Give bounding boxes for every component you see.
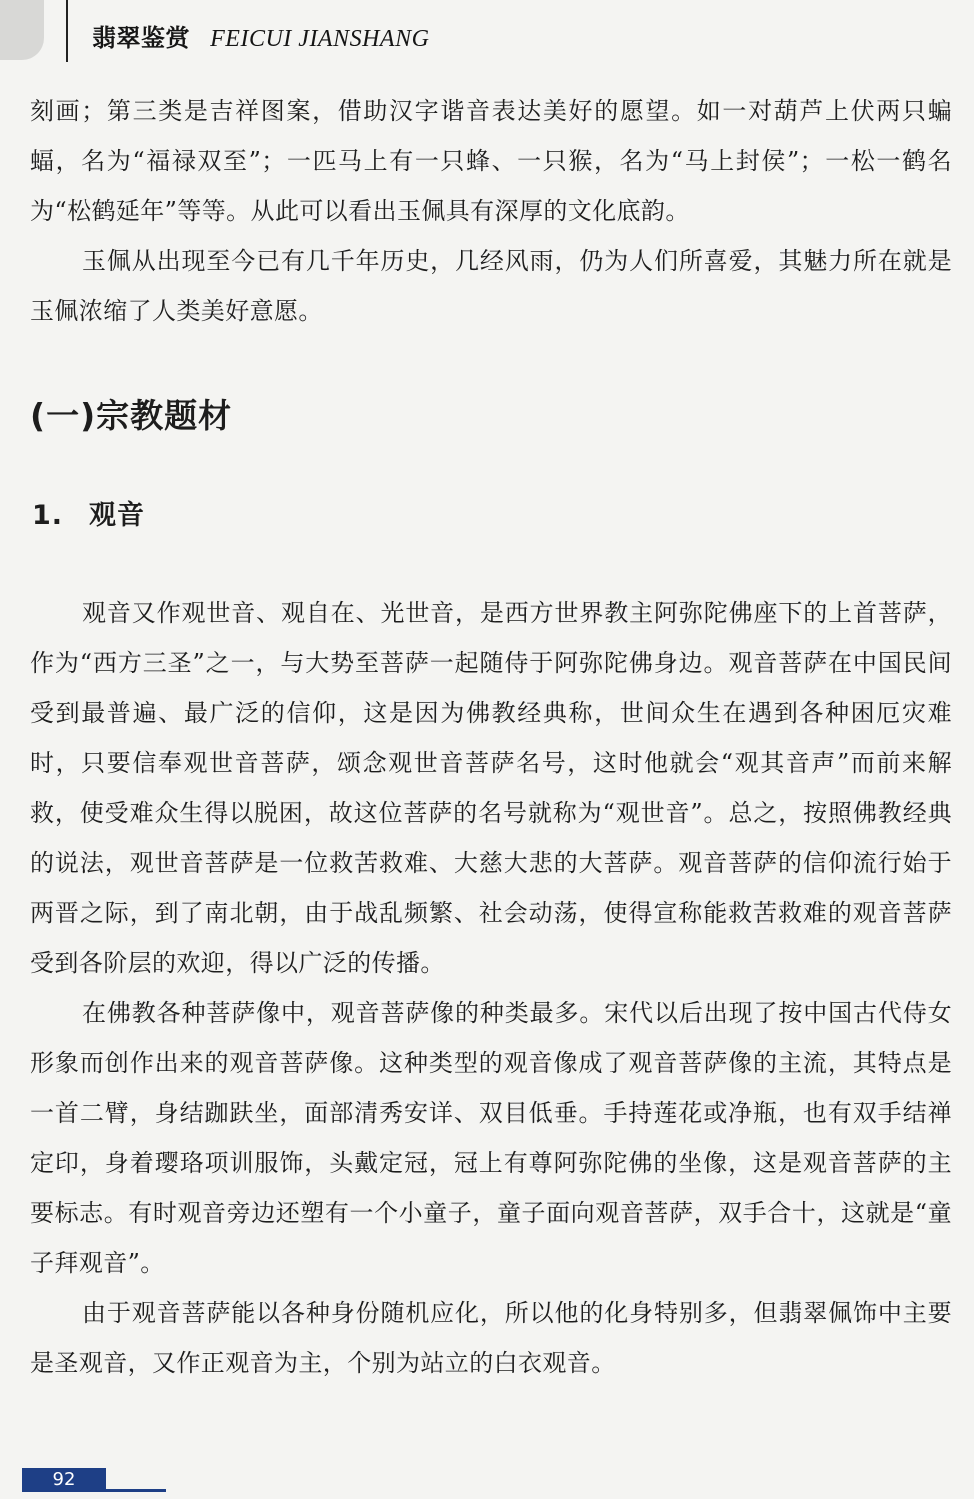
body-paragraph: 由于观音菩萨能以各种身份随机应化，所以他的化身特别多，但翡翠佩饰中主要是圣观音，又作正观音为主，个别为站立的白衣观音。 bbox=[30, 1299, 952, 1377]
running-header-en: FEICUI JIANSHANG bbox=[210, 26, 430, 52]
body-paragraph: 在佛教各种菩萨像中，观音菩萨像的种类最多。宋代以后出现了按中国古代侍女形象而创作出来的观音菩萨像。这种类型的观音像成了观音菩萨像的主流，其特点是一首二臂，身结跏趺坐，面部清秀安详、双目低垂。手持莲花或净瓶，也有双手结禅定印，身着璎珞项训服饰，头戴定冠，冠上有尊阿弥陀佛的坐像，这是观音菩萨的主要标志。有时观音旁边还塑有一个小童子，童子面向观音菩萨，双手合十，这就是“童子拜观音”。 bbox=[30, 999, 952, 1277]
subsection-number: 1. bbox=[32, 500, 64, 531]
page-number-rule bbox=[106, 1489, 166, 1492]
body-block bbox=[30, 588, 952, 1388]
running-header-cn: 翡翠鉴赏 bbox=[92, 23, 190, 52]
intro-paragraph: 刻画；第三类是吉祥图案，借助汉字谐音表达美好的愿望。如一对葫芦上伏两只蝙蝠，名为“福禄双至”；一匹马上有一只蜂、一只猴，名为“马上封侯”；一松一鹤名为“松鹤延年”等等。从此可以看出玉佩具有深厚的文化底韵。 bbox=[30, 97, 952, 225]
corner-decoration bbox=[0, 0, 44, 60]
header-divider bbox=[66, 0, 68, 62]
intro-paragraph: 玉佩从出现至今已有几千年历史，几经风雨，仍为人们所喜爱，其魅力所在就是玉佩浓缩了人类美好意愿。 bbox=[30, 247, 952, 325]
intro-block bbox=[30, 86, 952, 336]
page-number-badge bbox=[22, 1468, 106, 1492]
section-heading: (一)宗教题材 bbox=[30, 396, 233, 435]
subsection-title: 观音 bbox=[89, 500, 146, 531]
page-number: 92 bbox=[52, 1469, 76, 1490]
running-header bbox=[92, 18, 429, 53]
body-paragraph: 观音又作观世音、观自在、光世音，是西方世界教主阿弥陀佛座下的上首菩萨，作为“西方三圣”之一，与大势至菩萨一起随侍于阿弥陀佛身边。观音菩萨在中国民间受到最普遍、最广泛的信仰，这是因为佛教经典称，世间众生在遇到各种困厄灾难时，只要信奉观世音菩萨，颂念观世音菩萨名号，这时他就会“观其音声”而前来解救，使受难众生得以脱困，故这位菩萨的名号就称为“观世音”。总之，按照佛教经典的说法，观世音菩萨是一位救苦救难、大慈大悲的大菩萨。观音菩萨的信仰流行始于两晋之际，到了南北朝，由于战乱频繁、社会动荡，使得宣称能救苦救难的观音菩萨受到各阶层的欢迎，得以广泛的传播。 bbox=[30, 599, 952, 977]
subsection-heading bbox=[32, 493, 145, 532]
